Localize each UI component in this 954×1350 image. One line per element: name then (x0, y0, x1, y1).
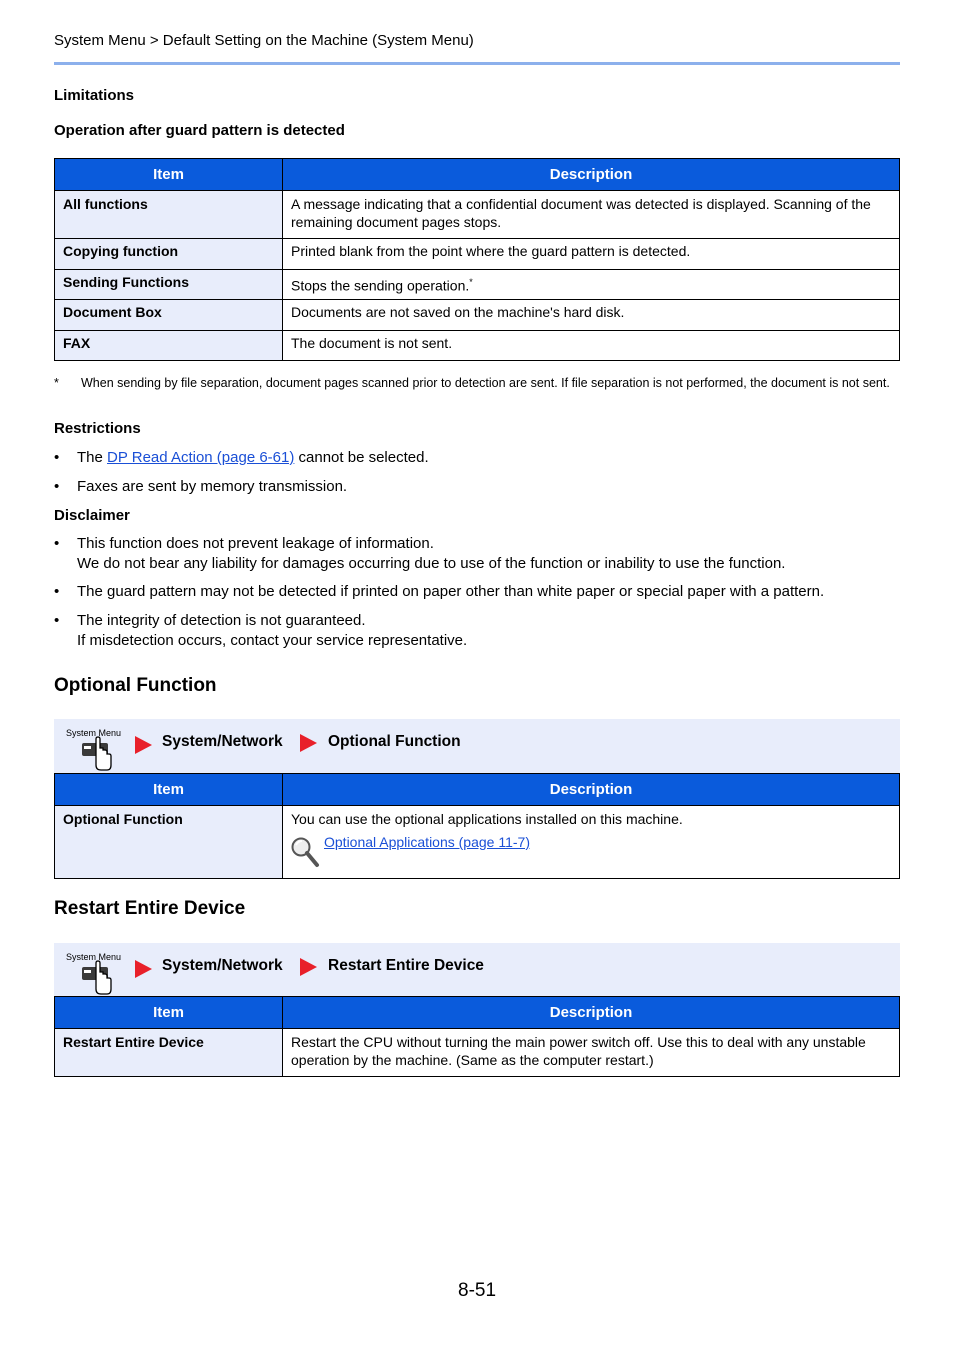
table-row (55, 331, 900, 361)
disclaimer-heading: Disclaimer (54, 507, 130, 524)
guard-pattern-subheading: Operation after guard pattern is detected (54, 122, 345, 139)
col-description-header: Description (283, 774, 900, 806)
row-item: Sending Functions (55, 270, 283, 300)
row-description: Printed blank from the point where the guard pattern is detected. (283, 239, 900, 270)
list-item (54, 448, 900, 468)
row-description-cell (283, 270, 900, 300)
nav-path-bar (54, 943, 900, 997)
nav-step-system-network: System/Network (162, 957, 283, 974)
row-description: The document is not sent. (283, 331, 900, 361)
system-menu-icon (66, 727, 126, 771)
page-number: 8-51 (458, 1280, 497, 1301)
system-menu-icon-label: System Menu (66, 952, 122, 962)
optional-function-table (54, 773, 900, 879)
nav-step-restart-device: Restart Entire Device (328, 957, 484, 974)
disclaimer-text: This function does not prevent leakage of information. (77, 535, 434, 552)
optional-function-heading: Optional Function (54, 675, 217, 696)
list-item (54, 582, 900, 602)
row-item: All functions (55, 191, 283, 239)
row-description: Documents are not saved on the machine's hard disk. (283, 300, 900, 331)
restriction-text: The (77, 449, 108, 466)
path-arrow-icon (135, 736, 152, 754)
col-item-header: Item (55, 997, 283, 1029)
table-row (55, 1029, 900, 1077)
footnote (54, 374, 900, 392)
system-menu-icon (66, 951, 126, 995)
path-arrow-icon (300, 958, 317, 976)
row-item: Optional Function (55, 806, 283, 879)
row-description: A message indicating that a confidential document was detected is displayed. Scanning of the remaining document pages stops. (283, 191, 900, 239)
row-description-cell (283, 806, 900, 879)
row-item: Copying function (55, 239, 283, 270)
system-menu-icon-label: System Menu (66, 728, 122, 738)
list-item (54, 534, 900, 574)
disclaimer-text: We do not bear any liability for damages occurring due to use of the function or inability to use the function. (77, 555, 786, 572)
table-row (55, 191, 900, 239)
header-rule (54, 62, 900, 65)
bullet-dot: • (54, 612, 60, 629)
list-item (54, 477, 900, 497)
restart-device-heading: Restart Entire Device (54, 898, 246, 919)
breadcrumb: System Menu > Default Setting on the Machine (System Menu) (54, 32, 474, 49)
bullet-dot: • (54, 478, 60, 495)
limitations-heading: Limitations (54, 87, 135, 104)
footnote-text: When sending by file separation, document pages scanned prior to detection are sent. If file separation is not performed, the document is not sent. (81, 376, 890, 390)
path-arrow-icon (135, 960, 152, 978)
nav-step-system-network: System/Network (162, 733, 283, 750)
col-item-header: Item (55, 159, 283, 191)
path-arrow-icon (300, 734, 317, 752)
footnote-ref: * (469, 277, 473, 287)
restriction-text: cannot be selected. (294, 449, 429, 466)
restriction-text: Faxes are sent by memory transmission. (77, 478, 348, 495)
table-row (55, 300, 900, 331)
row-description: Restart the CPU without turning the main power switch off. Use this to deal with any unstable operation by the machine. (Same as the computer restart.) (283, 1029, 900, 1077)
bullet-dot: • (54, 583, 60, 600)
footnote-mark: * (54, 376, 59, 390)
disclaimer-text: The integrity of detection is not guaranteed. (77, 612, 366, 629)
table-row (55, 239, 900, 270)
row-description: Stops the sending operation. (291, 277, 470, 294)
col-item-header: Item (55, 774, 283, 806)
row-item: Restart Entire Device (55, 1029, 283, 1077)
disclaimer-text: The guard pattern may not be detected if printed on paper other than white paper or special paper with a pattern. (77, 583, 825, 600)
nav-path-bar (54, 719, 900, 773)
optional-applications-link[interactable]: Optional Applications (page 11-7) (324, 834, 530, 850)
bullet-dot: • (54, 449, 60, 466)
nav-step-optional-function: Optional Function (328, 733, 461, 750)
table-row (55, 806, 900, 879)
restrictions-heading: Restrictions (54, 420, 141, 437)
restart-device-table (54, 996, 900, 1077)
magnifier-icon (290, 836, 320, 868)
list-item (54, 611, 900, 651)
bullet-dot: • (54, 535, 60, 552)
row-item: Document Box (55, 300, 283, 331)
row-description: You can use the optional applications installed on this machine. (291, 811, 683, 827)
row-item: FAX (55, 331, 283, 361)
table-row (55, 270, 900, 300)
col-description-header: Description (283, 159, 900, 191)
col-description-header: Description (283, 997, 900, 1029)
disclaimer-text: If misdetection occurs, contact your service representative. (77, 632, 468, 649)
limitations-table (54, 158, 900, 361)
dp-read-action-link[interactable]: DP Read Action (page 6-61) (107, 449, 295, 466)
